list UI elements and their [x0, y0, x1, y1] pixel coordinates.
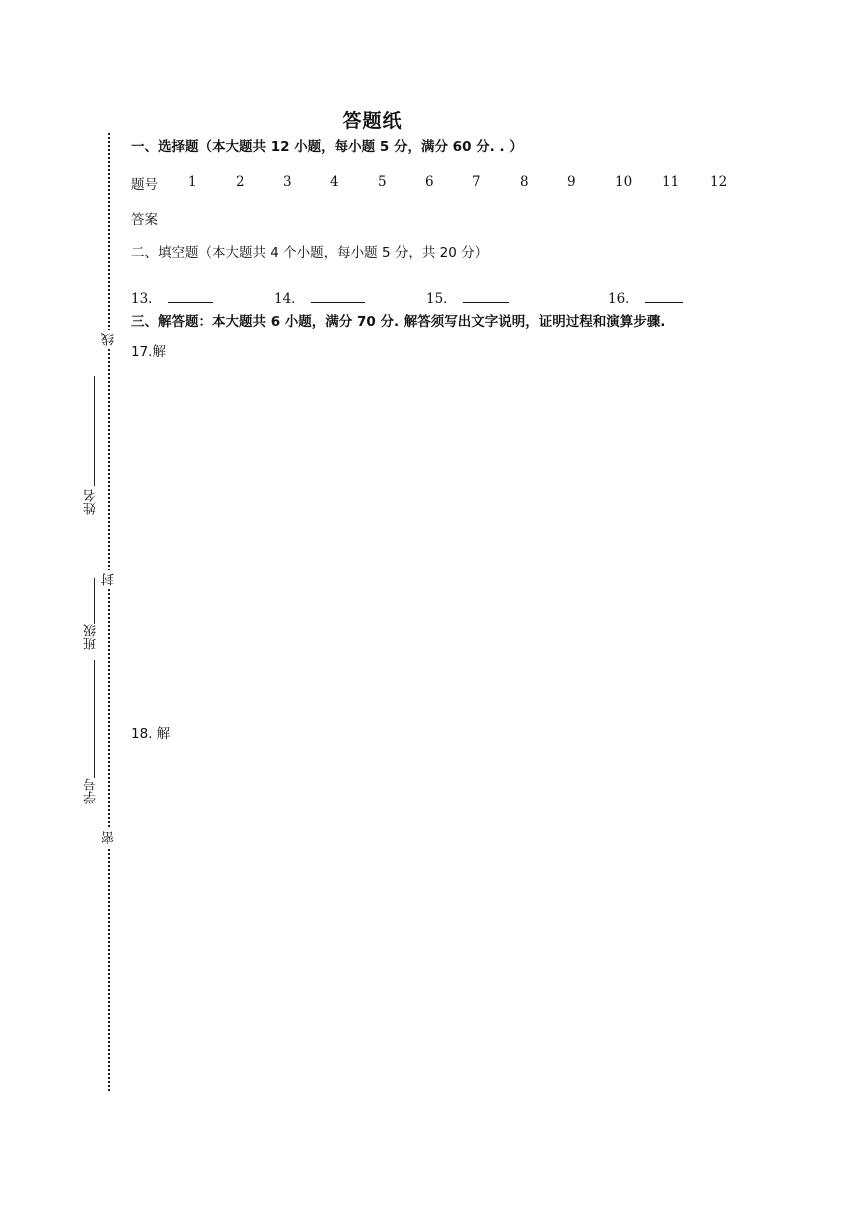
- class-label: 班级: [84, 624, 99, 650]
- fill-blank-item: [426, 287, 509, 307]
- fill-blank-number: 15．: [426, 291, 457, 307]
- seal-mark-close: 密: [100, 828, 119, 847]
- question-number-cell: 3: [283, 174, 292, 190]
- answer-label: 答案: [131, 212, 158, 228]
- section2-heading: 二、填空题（本大题共 4 个小题，每小题 5 分，共 20 分）: [131, 245, 489, 261]
- question-number-cell: 4: [330, 174, 339, 190]
- fill-blank-number: 14．: [274, 291, 305, 307]
- question-number-label: 题号: [131, 177, 158, 193]
- section1-heading: 一、选择题（本大题共 12 小题，每小题 5 分，满分 60 分. . ）: [131, 139, 523, 155]
- fill-blank-item: [608, 287, 683, 307]
- question-number-cell: 12: [710, 174, 728, 190]
- answer-blank[interactable]: [311, 290, 365, 303]
- seal-mark-line: 线: [100, 330, 119, 349]
- question-number-cell: 7: [472, 174, 481, 190]
- class-blank-upper[interactable]: [94, 578, 95, 624]
- question-number-cell: 10: [615, 174, 633, 190]
- question-number-cell: 11: [662, 174, 680, 190]
- question-number-cell: 2: [236, 174, 245, 190]
- answer-blank[interactable]: [463, 290, 509, 303]
- answer-blank[interactable]: [645, 290, 683, 303]
- student-id-label: 学号: [84, 778, 99, 804]
- binding-dotted-line: [108, 133, 110, 1091]
- seal-mark-seal: 封: [100, 570, 119, 589]
- question-number-cell: 6: [425, 174, 434, 190]
- fill-blank-item: [131, 287, 213, 307]
- fill-blank-number: 13．: [131, 291, 162, 307]
- page-title: 答题纸: [342, 110, 403, 132]
- section3-heading: 三、解答题：本大题共 6 小题，满分 70 分. 解答须写出文字说明，证明过程和演算步骤.: [131, 314, 666, 330]
- question-number-cell: 1: [188, 174, 197, 190]
- question-number-cell: 9: [567, 174, 576, 190]
- class-blank[interactable]: [94, 660, 95, 760]
- question-18-label: 18. 解: [131, 726, 171, 742]
- question-number-cell: 8: [520, 174, 529, 190]
- fill-blank-item: [274, 287, 365, 307]
- answer-blank[interactable]: [168, 290, 213, 303]
- name-label: 姓名: [84, 489, 99, 515]
- fill-blank-number: 16．: [608, 291, 639, 307]
- student-id-blank[interactable]: [94, 760, 95, 778]
- name-blank[interactable]: [94, 376, 95, 486]
- question-17-label: 17.解: [131, 344, 166, 360]
- question-number-cell: 5: [378, 174, 387, 190]
